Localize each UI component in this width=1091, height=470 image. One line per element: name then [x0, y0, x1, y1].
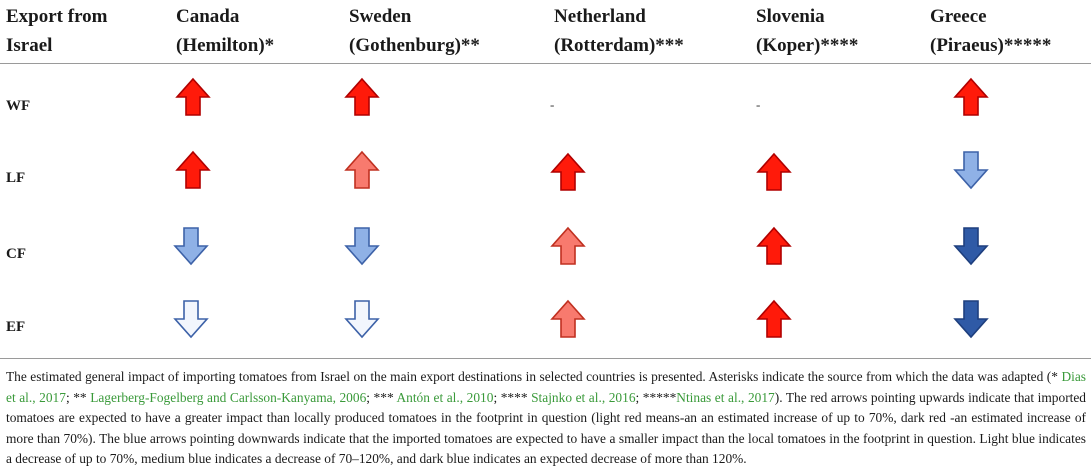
arrow-down-icon [173, 299, 209, 339]
arrow-down-icon [953, 299, 989, 339]
column-header-country: Sweden [349, 6, 412, 27]
column-header-netherland [554, 2, 684, 60]
citation-link-lagerberg[interactable]: Lagerberg-Fogelberg and Carlsson-Kanyama, 2006 [90, 389, 367, 405]
cell-wf-greece [953, 77, 989, 117]
down-medium-blue-arrow-shape [955, 152, 987, 188]
cell-ef-slovenia [756, 299, 792, 339]
up-dark-red-arrow-shape [177, 152, 209, 188]
cell-ef-greece [953, 299, 989, 339]
cell-lf-slovenia [756, 152, 792, 192]
caption-text-6: ). The red arrows pointing upwards indicate that imported tomatoes are expected to have a greater impact than locally produced tomatoes in the footprint in question (light red means-an an estimated increase of up to 70%, dark red -an estimated increase of more than 70%). The blue arrows pointing downwards indicate that the imported tomatoes are expected to have a smaller impact than the local tomatoes in the footprint in question. Light blue indicates a decrease of up to 70%, medium blue indicates a decrease of 70–120%, and dark blue indicates an expected decrease of more than 120%. [6, 389, 1087, 467]
caption-text-1: The estimated general impact of importing tomatoes from Israel on the main export destinations in selected countries is presented. Asterisks indicate the source from which the data was adapted (* [6, 369, 1062, 384]
cell-cf-netherland [550, 226, 586, 266]
column-header-country: Greece [930, 6, 987, 27]
arrow-down-icon [173, 226, 209, 266]
row-label-ef: EF [6, 319, 26, 335]
corner-header-line-2: Israel [6, 35, 53, 56]
arrow-up-icon [550, 152, 586, 192]
row-label-lf: LF [6, 170, 26, 186]
cell-wf-sweden [344, 77, 380, 117]
cell-cf-greece [953, 226, 989, 266]
up-dark-red-arrow-shape [955, 79, 987, 115]
row-label-wf: WF [6, 98, 31, 114]
table-caption [6, 367, 1086, 470]
cell-lf-netherland [550, 152, 586, 192]
arrow-up-icon [344, 150, 380, 190]
header-divider [0, 63, 1091, 64]
column-header-port: (Hemilton)* [176, 35, 275, 56]
column-header-country: Slovenia [756, 6, 825, 27]
caption-text-3: ; *** [366, 389, 397, 405]
column-header-slovenia [756, 2, 858, 60]
down-dark-blue-arrow-shape [955, 228, 987, 264]
column-header-port: (Koper)**** [756, 35, 859, 56]
arrow-up-icon [756, 152, 792, 192]
citation-link-stajnko[interactable]: Stajnko et al., 2016 [531, 389, 636, 405]
cell-ef-netherland [550, 299, 586, 339]
up-light-red-arrow-shape [346, 152, 378, 188]
down-medium-blue-arrow-shape [346, 228, 378, 264]
corner-header-line-1: Export from [6, 6, 108, 27]
table-bottom-divider [0, 358, 1091, 359]
cell-lf-canada [175, 150, 211, 190]
up-dark-red-arrow-shape [177, 79, 209, 115]
cell-wf-canada [175, 77, 211, 117]
cell-lf-sweden [344, 150, 380, 190]
citation-link-dias[interactable]: Dias et al., 2017 [6, 369, 1086, 405]
column-header-greece [930, 2, 1051, 60]
column-header-sweden [349, 2, 480, 60]
arrow-up-icon [344, 77, 380, 117]
column-header-country: Netherland [554, 6, 646, 27]
arrow-up-icon [175, 77, 211, 117]
arrow-down-icon [344, 226, 380, 266]
column-header-port: (Piraeus)***** [930, 35, 1052, 56]
row-label-cf: CF [6, 246, 26, 262]
column-header-country: Canada [176, 6, 240, 27]
arrow-up-icon [953, 77, 989, 117]
up-light-red-arrow-shape [552, 228, 584, 264]
up-dark-red-arrow-shape [758, 154, 790, 190]
column-header-port: (Gothenburg)** [349, 35, 480, 56]
arrow-down-icon [953, 226, 989, 266]
cell-wf-slovenia-dash: - [756, 97, 761, 112]
arrow-up-icon [175, 150, 211, 190]
arrow-down-icon [344, 299, 380, 339]
up-dark-red-arrow-shape [758, 301, 790, 337]
caption-text-2: ; ** [65, 389, 91, 405]
arrow-down-icon [953, 150, 989, 190]
arrow-up-icon [550, 299, 586, 339]
corner-header [6, 2, 108, 60]
column-header-port: (Rotterdam)*** [554, 35, 684, 56]
caption-text-5: ; ***** [635, 389, 677, 405]
cell-cf-canada [173, 226, 209, 266]
up-dark-red-arrow-shape [552, 154, 584, 190]
down-dark-blue-arrow-shape [955, 301, 987, 337]
down-medium-blue-arrow-shape [175, 228, 207, 264]
cell-lf-greece [953, 150, 989, 190]
down-light-blue-arrow-shape [346, 301, 378, 337]
arrow-up-icon [550, 226, 586, 266]
citation-link-anton[interactable]: Antón et al., 2010 [396, 389, 494, 405]
arrow-up-icon [756, 226, 792, 266]
cell-cf-slovenia [756, 226, 792, 266]
arrow-up-icon [756, 299, 792, 339]
up-dark-red-arrow-shape [758, 228, 790, 264]
cell-ef-canada [173, 299, 209, 339]
column-header-canada [176, 2, 274, 60]
cell-wf-netherland-dash: - [550, 97, 555, 112]
up-light-red-arrow-shape [552, 301, 584, 337]
cell-ef-sweden [344, 299, 380, 339]
up-dark-red-arrow-shape [346, 79, 378, 115]
citation-link-ntinas[interactable]: Ntinas et al., 2017 [676, 389, 775, 405]
caption-text-4: ; **** [493, 389, 532, 405]
cell-cf-sweden [344, 226, 380, 266]
down-light-blue-arrow-shape [175, 301, 207, 337]
